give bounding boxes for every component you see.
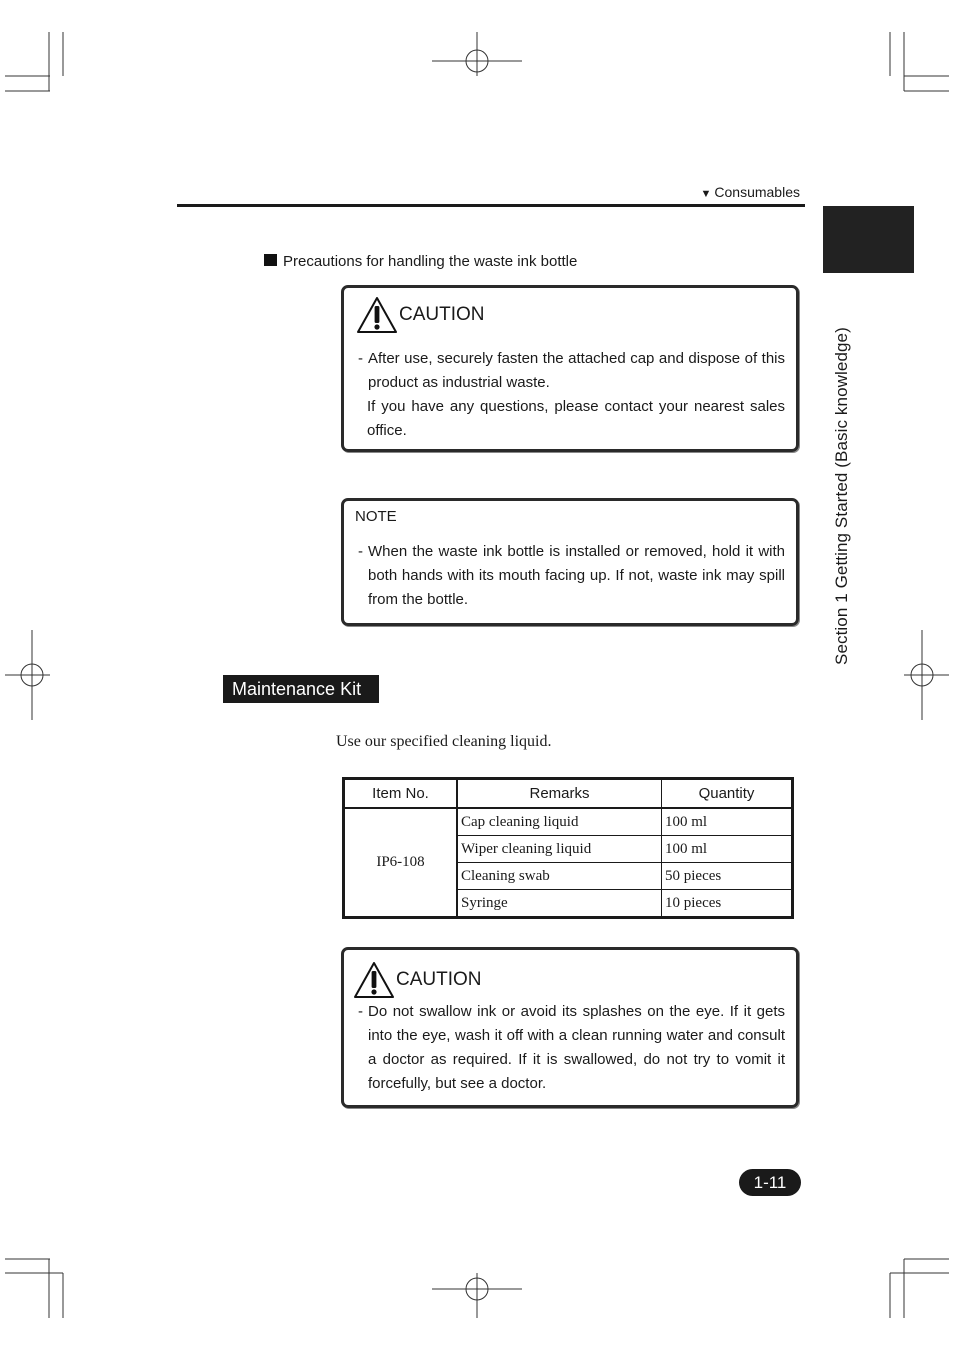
remarks-cell: Wiper cleaning liquid [457, 836, 662, 863]
column-header-remarks: Remarks [457, 779, 662, 809]
down-triangle-icon: ▼ [700, 188, 712, 200]
intro-text: Use our specified cleaning liquid. [336, 733, 552, 750]
crop-mark-icon [890, 1259, 949, 1318]
column-header-quantity: Quantity [662, 779, 793, 809]
registration-mark-icon [904, 630, 949, 720]
bullet-dash: - [358, 350, 363, 367]
section-side-label: Section 1 Getting Started (Basic knowledge) [832, 327, 851, 665]
section-tab [823, 206, 914, 273]
square-bullet-icon [264, 254, 277, 266]
crop-mark-icon [5, 1259, 63, 1318]
caution-box-ink [341, 947, 799, 1108]
caution-header [356, 296, 485, 334]
note-box [341, 498, 799, 626]
registration-mark-icon [432, 32, 522, 76]
note-text: When the waste ink bottle is installed or removed, hold it with both hands with its mouth facing up. If not, waste ink may spill from the bottle. [368, 543, 785, 608]
sub-heading-text: Precautions for handling the waste ink bottle [283, 253, 578, 270]
sub-heading [264, 253, 577, 270]
bullet-dash: - [358, 1003, 363, 1020]
table-header-row [344, 779, 793, 809]
column-header-item-no: Item No. [344, 779, 458, 809]
registration-mark-icon [432, 1273, 522, 1318]
caution-bullet [358, 347, 785, 443]
quantity-cell: 10 pieces [662, 890, 793, 918]
crop-mark-icon [5, 32, 63, 91]
header-rule [177, 204, 805, 207]
caution-bullet [358, 1000, 785, 1096]
running-header [701, 184, 801, 200]
caution-box-waste-bottle [341, 285, 799, 452]
quantity-cell: 100 ml [662, 836, 793, 863]
caution-text-contact: If you have any questions, please contact your nearest sales office. [367, 398, 785, 439]
item-number-cell: IP6-108 [344, 808, 458, 918]
quantity-cell: 100 ml [662, 808, 793, 836]
quantity-cell: 50 pieces [662, 863, 793, 890]
caution-title: CAUTION [396, 969, 482, 990]
warning-triangle-icon [356, 296, 398, 334]
remarks-cell: Cleaning swab [457, 863, 662, 890]
maintenance-kit-label: Maintenance Kit [223, 675, 379, 703]
caution-title: CAUTION [399, 304, 485, 325]
page-number: 1-11 [739, 1169, 801, 1196]
table-row [344, 808, 793, 836]
registration-mark-icon [5, 630, 50, 720]
note-title: NOTE [355, 508, 397, 525]
remarks-cell: Cap cleaning liquid [457, 808, 662, 836]
bullet-dash: - [358, 543, 363, 560]
caution-text: Do not swallow ink or avoid its splashes on the eye. If it gets into the eye, wash it off with a clean running water and consult a doctor as required. If it is swallowed, do not try to vomit it forcefully, but see a doctor. [368, 1003, 785, 1092]
maintenance-kit-table [342, 777, 794, 919]
caution-header [353, 961, 482, 999]
note-bullet [358, 540, 785, 612]
running-header-text: Consumables [714, 184, 800, 200]
warning-triangle-icon [353, 961, 395, 999]
crop-mark-icon [890, 32, 949, 91]
remarks-cell: Syringe [457, 890, 662, 918]
caution-text: After use, securely fasten the attached cap and dispose of this product as industrial waste. [368, 350, 785, 391]
